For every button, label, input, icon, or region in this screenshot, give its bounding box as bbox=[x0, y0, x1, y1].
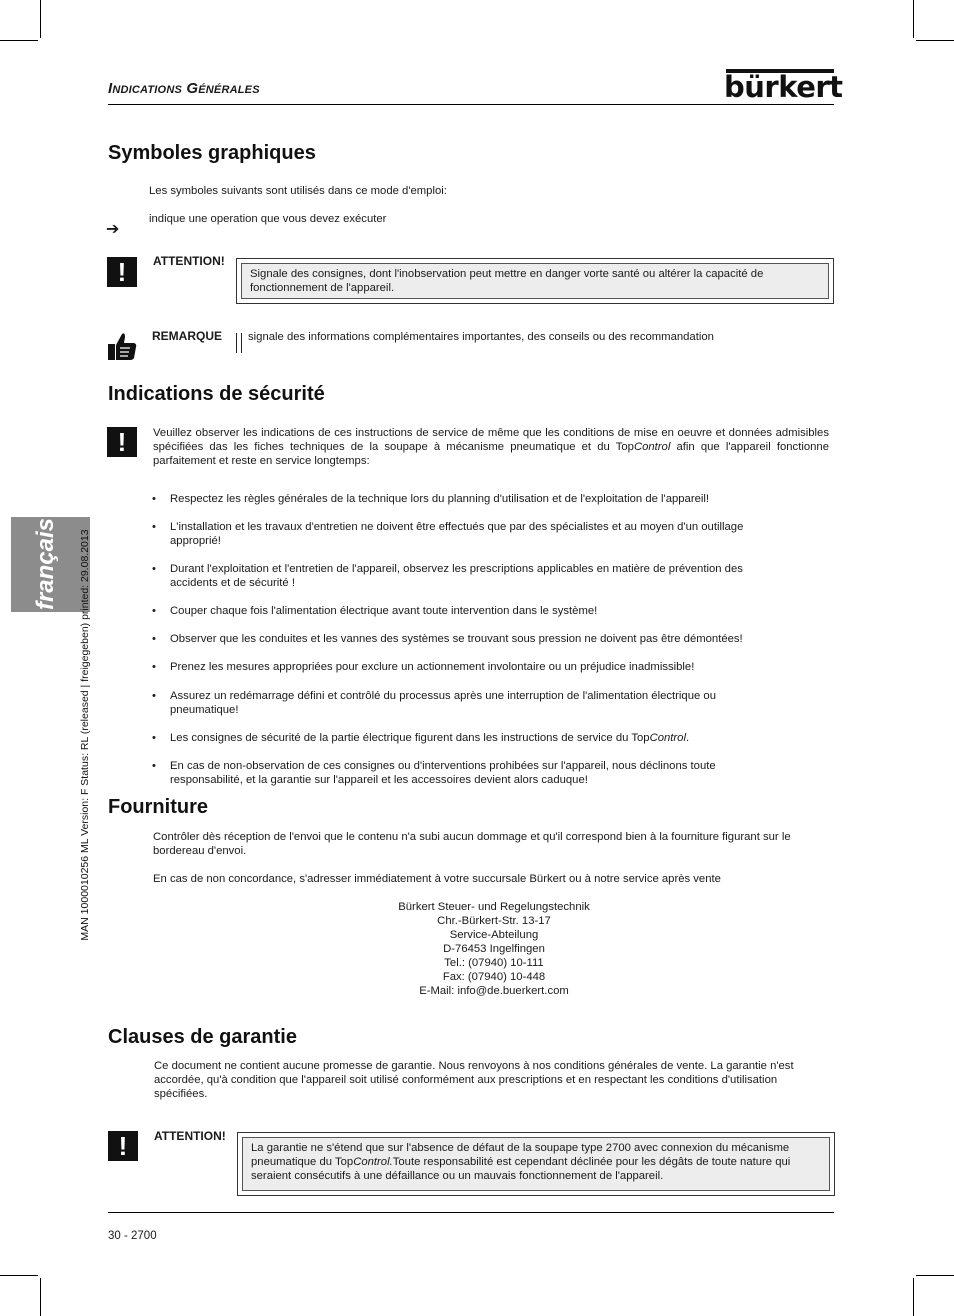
crop-mark bbox=[913, 0, 914, 38]
remarque-separator bbox=[241, 333, 242, 353]
warranty-heading: Clauses de garantie bbox=[108, 1026, 297, 1048]
burkert-logo bbox=[724, 68, 843, 104]
address-line: E-Mail: info@de.buerkert.com bbox=[419, 985, 569, 997]
list-item: • L'installation et les travaux d'entretien ne doivent être effectués que par des spécialistes et au moyen d'un outillage approprié! bbox=[152, 520, 792, 548]
warranty-attention-text: La garantie ne s'étend que sur l'absence de défaut de la soupape type 2700 avec connexion du mécanisme pneumatique du TopControl.Toute responsabilité est cependant déclinée pour les dégâts de toute nature qui seraient consécutifs à une défaillance ou un mauvais fonctionnement de l'appareil. bbox=[242, 1137, 830, 1191]
crop-mark bbox=[913, 1278, 914, 1316]
arrow-description: indique une operation que vous devez exécuter bbox=[149, 213, 387, 225]
list-item: • Prenez les mesures appropriées pour exclure un actionnement involontaire ou un préjudice inadmissible! bbox=[152, 660, 832, 674]
supply-paragraph-2: En cas de non concordance, s'adresser immédiatement à votre succursale Bürkert ou à notre service après vente bbox=[153, 873, 721, 885]
remarque-text: signale des informations complémentaires importantes, des conseils ou des recommandation bbox=[248, 331, 714, 343]
symbols-intro: Les symboles suivants sont utilisés dans ce mode d'emploi: bbox=[149, 185, 447, 197]
service-address bbox=[360, 900, 628, 998]
safety-intro: Veuillez observer les indications de ces instructions de service de même que les conditions de mise en oeuvre et données admisibles spécifiées das les fiches techniques de la soupape à mécanisme pneumatique et du TopControl afin que l'appareil fonctionne parfaitement et reste en service longtemps: bbox=[153, 427, 829, 467]
crop-mark bbox=[0, 40, 38, 41]
supply-paragraph-1: Contrôler dès réception de l'envoi que le contenu n'a subi aucun dommage et qu'il correspond bien à la fourniture figurant sur le bordereau d'envoi. bbox=[153, 831, 791, 857]
crop-mark bbox=[40, 1278, 41, 1316]
list-item: • Assurez un redémarrage défini et contrôlé du processus après une interruption de l'alimentation électrique ou pneumatique! bbox=[152, 689, 780, 717]
crop-mark bbox=[916, 40, 954, 41]
logo-text: bürkert bbox=[724, 70, 843, 104]
list-item: • Durant l'exploitation et l'entretien de l'appareil, observez les prescriptions applicables en matière de prévention des accidents et de sécurité ! bbox=[152, 562, 792, 590]
remarque-label: REMARQUE bbox=[152, 329, 223, 343]
warranty-attention-box bbox=[237, 1132, 835, 1196]
crop-mark bbox=[40, 0, 41, 38]
footer-rule bbox=[108, 1212, 834, 1213]
page-number: 30 - 2700 bbox=[108, 1230, 157, 1242]
list-item: • En cas de non-observation de ces consignes ou d'interventions prohibées sur l'appareil, nous déclinons toute responsabilité, et la garantie sur l'appareil et les accessoires devient alors caduque! bbox=[152, 759, 780, 787]
warning-exclamation-icon: ! bbox=[107, 427, 137, 457]
address-line: Service-Abteilung bbox=[449, 929, 539, 941]
attention-label: ATTENTION! bbox=[153, 254, 225, 268]
section-title: Indications Générales bbox=[108, 80, 260, 97]
warning-exclamation-icon: ! bbox=[108, 1131, 138, 1161]
address-line: D-76453 Ingelfingen bbox=[443, 943, 545, 955]
list-item: • Observer que les conduites et les vannes des systèmes se trouvant sous pression ne doivent pas être démontées! bbox=[152, 632, 832, 646]
attention-box bbox=[236, 258, 834, 304]
remarque-separator bbox=[236, 333, 237, 353]
crop-mark bbox=[916, 1275, 954, 1276]
warning-exclamation-icon: ! bbox=[107, 257, 137, 287]
header-rule bbox=[108, 104, 834, 105]
warranty-paragraph: Ce document ne contient aucune promesse de garantie. Nous renvoyons à nos conditions générales de vente. La garantie n'est accordée, qu'à condition que l'appareil soit utilisé conformément aux prescriptions et en respectant les conditions d'utilisation spécifiées. bbox=[154, 1060, 794, 1100]
address-line: Bürkert Steuer- und Regelungstechnik bbox=[398, 901, 590, 913]
address-line: Chr.-Bürkert-Str. 13-17 bbox=[437, 915, 551, 927]
safety-heading: Indications de sécurité bbox=[108, 383, 325, 405]
attention-label: ATTENTION! bbox=[154, 1129, 226, 1143]
document-info: MAN 1000010256 ML Version: F Status: RL (released | freigegeben) printed: 29.08.2013 bbox=[79, 529, 91, 941]
list-item: • Couper chaque fois l'alimentation électrique avant toute intervention dans le système! bbox=[152, 604, 832, 618]
safety-bullet-list bbox=[152, 492, 832, 787]
address-line: Tel.: (07940) 10-111 bbox=[444, 957, 544, 969]
list-item: • Respectez les règles générales de la technique lors du planning d'utilisation et de l'exploitation de l'appareil! bbox=[152, 492, 832, 506]
symbols-heading: Symboles graphiques bbox=[108, 142, 316, 164]
thumbs-up-icon bbox=[106, 330, 138, 362]
crop-mark bbox=[0, 1275, 38, 1276]
attention-text: Signale des consignes, dont l'inobservation peut mettre en danger vorte santé ou altérer la capacité de fonctionnement de l'appareil. bbox=[241, 263, 829, 299]
supply-heading: Fourniture bbox=[108, 796, 208, 818]
language-label: français bbox=[32, 517, 59, 611]
arrow-right-icon: ➔ bbox=[106, 221, 120, 238]
list-item: • Les consignes de sécurité de la partie électrique figurent dans les instructions de service du TopControl. bbox=[152, 731, 832, 745]
address-line: Fax: (07940) 10-448 bbox=[442, 971, 546, 983]
